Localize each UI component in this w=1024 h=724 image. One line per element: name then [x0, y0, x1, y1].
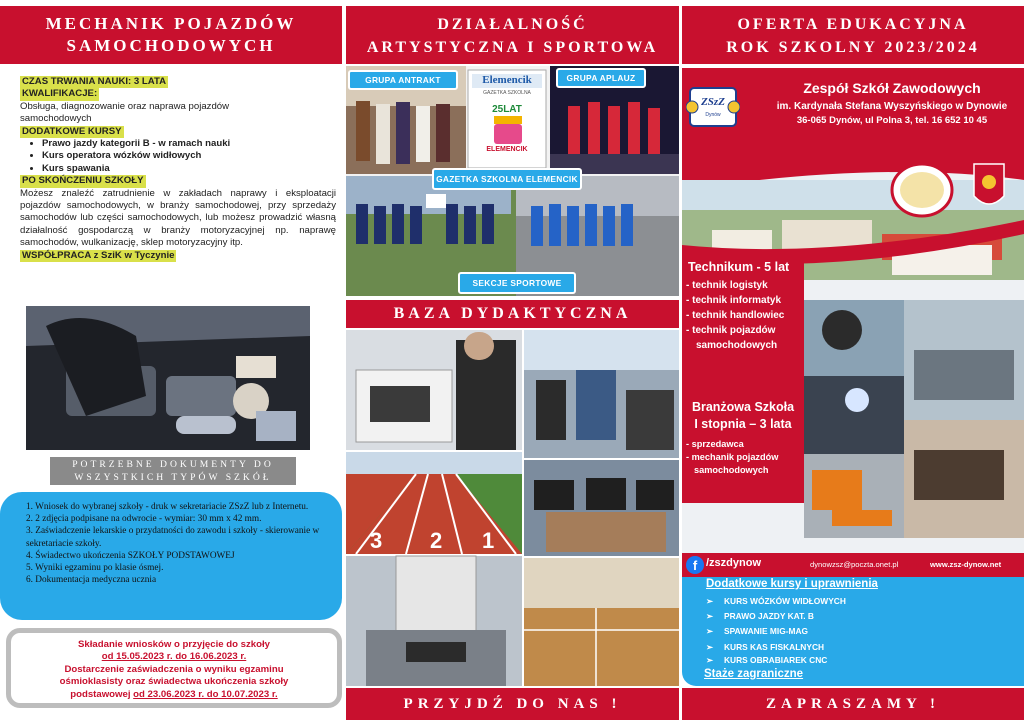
activities-title-banner	[346, 6, 679, 64]
base-title: BAZA DYDAKTYCZNA	[393, 305, 632, 322]
website-link[interactable]: www.zsz-dynow.net	[930, 560, 1002, 569]
qualifications-label: KWALIFIKACJE:	[22, 88, 98, 100]
course-item: PRAWO JAZDY KAT. B	[724, 611, 814, 621]
courses-title: Dodatkowe kursy i uprawnienia	[706, 578, 878, 590]
document-item: 2. 2 zdjęcia podpisane na odwrocie - wymiar: 30 mm x 42 mm.	[26, 514, 262, 525]
technikum-item: - technik logistyk	[686, 280, 768, 291]
list-item: • Prawo jazdy kategorii B - w ramach nauki	[42, 138, 336, 150]
school-name-block	[760, 80, 1024, 128]
school-logo	[686, 82, 740, 134]
branzowa-title-line2: I stopnia – 3 lata	[694, 417, 792, 431]
school-address: 36-065 Dynów, ul Polna 3, tel. 16 652 10 45	[796, 115, 988, 126]
gazetka-subtitle: GAZETKA SZKOLNA	[483, 90, 531, 96]
list-item: • Kurs operatora wózków widłowych	[42, 150, 336, 162]
panel-offer	[682, 0, 1024, 724]
branzowa-item: - sprzedawca	[686, 439, 744, 449]
caption-aplauz: GRUPA APLAUZ	[556, 68, 646, 88]
branzowa-item: - mechanik pojazdów	[686, 452, 779, 462]
technikum-box	[682, 253, 804, 397]
after-school-label: PO SKOŃCZENIU SZKOŁY	[22, 175, 144, 187]
base-collage	[346, 330, 679, 686]
track-number-3: 3	[370, 528, 383, 553]
track-number-2: 2	[430, 528, 443, 553]
technikum-item: - technik handlowiec	[686, 310, 785, 321]
arrow-icon: ➢	[706, 642, 714, 652]
document-item: 6. Dokumentacja medyczna ucznia	[26, 575, 157, 586]
gazetka-logo: Elemencik	[482, 74, 532, 86]
extra-courses-label: DODATKOWE KURSY	[22, 125, 122, 137]
caption-sport: SEKCJE SPORTOWE	[458, 272, 576, 294]
scroll-logo-icon	[686, 82, 740, 134]
internships-label: Staże zagraniczne	[704, 668, 804, 680]
panel-mechanic	[0, 0, 342, 724]
technikum-item: - technik informatyk	[686, 295, 782, 306]
base-title-banner	[346, 300, 679, 328]
documents-title-line2: WSZYSTKICH TYPÓW SZKÓŁ	[74, 472, 272, 483]
footer-invite-text: ZAPRASZAMY !	[765, 696, 941, 712]
after-school-text: Możesz znaleźć zatrudnienie w zakładach naprawy i eksploatacji pojazdów samochodowych, w branży samochodowej, przy sprzedaży samochodów lub części samochodowych, lub możesz prowadzić własną działalność gospodarczą w branży motoryzacyjnej np. naprawę samochodów, wulkanizację, sklep motoryzacyjny itp.	[20, 187, 336, 249]
technikum-title: Technikum - 5 lat	[688, 260, 790, 274]
deadline-dates-1: od 15.05.2023 r. do 16.06.2023 r.	[101, 651, 247, 663]
logo-subtext: Dynów	[705, 112, 721, 118]
technikum-item: - technik pojazdów	[686, 325, 776, 336]
activities-title-line1: DZIAŁALNOŚĆ	[437, 16, 588, 33]
school-patron: im. Kardynała Stefana Wyszyńskiego w Dynowie	[776, 101, 1008, 112]
arrow-icon: ➢	[706, 596, 714, 606]
documents-list	[0, 492, 342, 620]
activities-collage	[346, 66, 679, 296]
document-item: 1. Wniosek do wybranej szkoły - druk w sekretariacie ZSzZ lub z Internetu.	[26, 502, 309, 512]
school-name: Zespół Szkół Zawodowych	[803, 80, 981, 96]
gazetka-badge-label: ELEMENCIK	[486, 146, 528, 153]
arrow-icon: ➢	[706, 655, 714, 665]
course-item: SPAWANIE MIG-MAG	[724, 626, 809, 636]
technikum-item: samochodowych	[696, 340, 778, 351]
branzowa-title-line1: Branżowa Szkoła	[691, 400, 795, 414]
mechanic-info	[20, 76, 336, 262]
offer-title-line1: OFERTA EDUKACYJNA	[737, 16, 969, 33]
mechanic-title-line1: MECHANIK POJAZDÓW	[45, 14, 297, 33]
mechanic-photo	[26, 306, 310, 450]
course-item: KURS OBRABIAREK CNC	[724, 655, 828, 665]
arrow-icon: ➢	[706, 611, 714, 621]
contact-bar	[682, 553, 1024, 577]
gazetka-badge: 25LAT	[492, 104, 522, 115]
track-number-1: 1	[482, 528, 495, 553]
deadline-dates-2: od 23.06.2023 r. do 10.07.2023 r.	[133, 688, 278, 700]
qualifications-text: Obsługa, diagnozowanie oraz naprawa pojazdów samochodowych	[20, 100, 230, 125]
deadline-line: ośmioklasisty oraz świadectwa ukończenia szkoły	[59, 676, 289, 688]
footer-banner-invite	[682, 688, 1024, 720]
caption-gazetka: GAZETKA SZKOLNA ELEMENCIK	[432, 168, 582, 190]
panel-activities	[346, 0, 679, 724]
branzowa-item: samochodowych	[694, 465, 769, 475]
document-item: 3. Zaświadczenie lekarskie o przydatności do zawodu i szkoły - skierowanie w sekretariacie szkoły.	[26, 526, 320, 549]
courses-box	[682, 577, 1024, 686]
engine-bay-image	[26, 306, 310, 450]
facebook-handle[interactable]: /zszdynow	[706, 557, 762, 569]
cooperation-label: WSPÓŁPRACA z SziK w Tyczynie	[22, 249, 175, 261]
course-item: KURS WÓZKÓW WIDŁOWYCH	[724, 596, 846, 606]
footer-come-text: PRZYJDŹ DO NAS !	[403, 696, 622, 712]
deadlines-box	[6, 628, 342, 708]
extra-courses-list	[42, 138, 336, 175]
facebook-icon[interactable]: f	[686, 556, 704, 574]
offer-title-banner	[682, 6, 1024, 64]
document-item: 5. Wyniki egzaminu po klasie ósmej.	[26, 563, 164, 574]
offer-title-line2: ROK SZKOLNY 2023/2024	[726, 39, 980, 56]
base-photos	[346, 330, 679, 686]
offer-visual	[682, 150, 1024, 570]
course-item: KURS KAS FISKALNYCH	[724, 642, 825, 652]
deadline-line: Składanie wniosków o przyjęcie do szkoły	[78, 639, 270, 650]
logo-text: ZSzZ	[701, 96, 725, 108]
documents-title	[50, 457, 296, 485]
mechanic-title-banner	[0, 6, 342, 64]
activities-title-line2: ARTYSTYCZNA I SPORTOWA	[366, 39, 659, 56]
deadline-line: podstawowej	[70, 688, 134, 700]
footer-banner-come	[346, 688, 679, 720]
mechanic-title-line2: SAMOCHODOWYCH	[66, 36, 276, 55]
documents-title-line1: POTRZEBNE DOKUMENTY DO	[72, 459, 274, 470]
branzowa-title	[682, 393, 804, 438]
branzowa-box	[682, 393, 804, 503]
arrow-icon: ➢	[706, 626, 714, 636]
caption-antrakt: GRUPA ANTRAKT	[348, 70, 458, 90]
list-item: • Kurs spawania	[42, 163, 336, 175]
email-link[interactable]: dynowzsz@poczta.onet.pl	[810, 560, 899, 569]
deadline-line: Dostarczenie zaświadczenia o wyniku egzaminu	[64, 663, 284, 675]
duration-label: CZAS TRWANIA NAUKI: 3 LATA	[22, 76, 167, 87]
document-item: 4. Świadectwo ukończenia SZKOŁY PODSTAWOWEJ	[26, 550, 235, 561]
